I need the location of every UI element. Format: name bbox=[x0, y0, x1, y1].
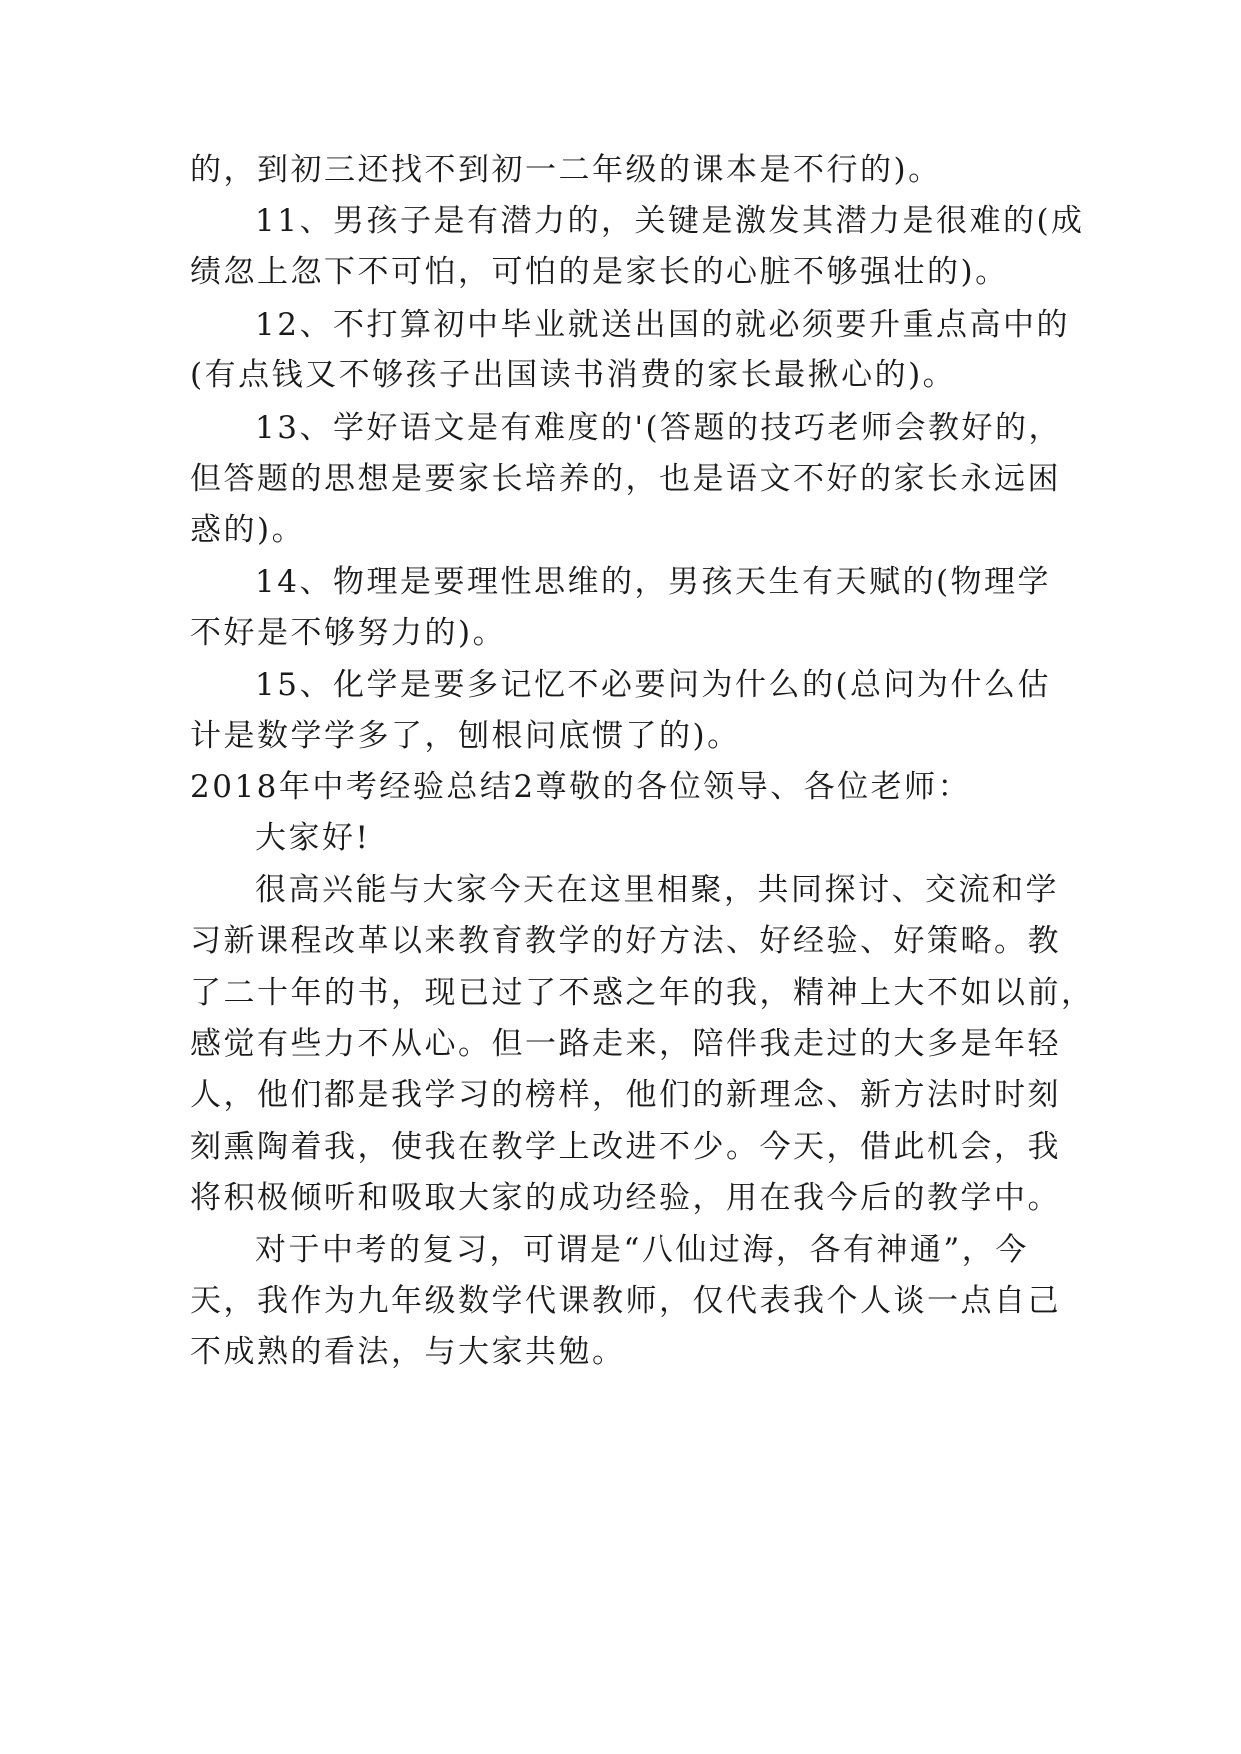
text-line-23: 天，我作为九年级数学代课教师，仅代表我个人谈一点自己 bbox=[190, 1283, 1061, 1319]
text-line-14: 大家好! bbox=[255, 820, 371, 856]
text-line-18: 感觉有些力不从心。但一路走来，陪伴我走过的大多是年轻 bbox=[190, 1026, 1061, 1062]
text-line-17: 了二十年的书，现已过了不惑之年的我，精神上大不如以前， bbox=[190, 975, 1095, 1011]
text-line-16: 习新课程改革以来教育教学的好方法、好经验、好策略。教 bbox=[190, 923, 1061, 959]
text-line-24: 不成熟的看法，与大家共勉。 bbox=[190, 1334, 626, 1370]
text-line-5: (有点钱又不够孩子出国读书消费的家长最揪心的)。 bbox=[190, 357, 957, 393]
text-line-12: 计是数学学多了，刨根问底惯了的)。 bbox=[190, 718, 741, 754]
text-line-7: 但答题的思想是要家长培养的，也是语文不好的家长永远困 bbox=[190, 461, 1061, 497]
text-line-2: 11、男孩子是有潜力的，关键是激发其潜力是很难的(成 bbox=[255, 203, 1085, 239]
text-line-15: 很高兴能与大家今天在这里相聚，共同探讨、交流和学 bbox=[255, 872, 1059, 908]
text-line-10: 不好是不够努力的)。 bbox=[190, 615, 507, 651]
text-line-19: 人，他们都是我学习的榜样，他们的新理念、新方法时时刻 bbox=[190, 1077, 1061, 1113]
text-line-9: 14、物理是要理性思维的，男孩天生有天赋的(物理学 bbox=[255, 564, 1052, 600]
text-line-22: 对于中考的复习，可谓是“八仙过海，各有神通”，今 bbox=[255, 1232, 1029, 1268]
text-line-4: 12、不打算初中毕业就送出国的就必须要升重点高中的 bbox=[255, 307, 1070, 343]
text-line-3: 绩忽上忽下不可怕，可怕的是家长的心脏不够强壮的)。 bbox=[190, 254, 1009, 290]
text-line-1: 的，到初三还找不到初一二年级的课本是不行的)。 bbox=[190, 152, 942, 188]
text-line-13: 2018年中考经验总结2尊敬的各位领导、各位老师： bbox=[190, 769, 972, 805]
text-line-20: 刻熏陶着我，使我在教学上改进不少。今天，借此机会，我 bbox=[190, 1129, 1061, 1165]
text-line-6: 13、学好语文是有难度的'(答题的技巧老师会教好的， bbox=[255, 410, 1063, 446]
text-line-8: 惑的)。 bbox=[190, 512, 306, 548]
text-line-11: 15、化学是要多记忆不必要问为什么的(总问为什么估 bbox=[255, 667, 1052, 703]
text-line-21: 将积极倾听和吸取大家的成功经验，用在我今后的教学中。 bbox=[190, 1180, 1061, 1216]
